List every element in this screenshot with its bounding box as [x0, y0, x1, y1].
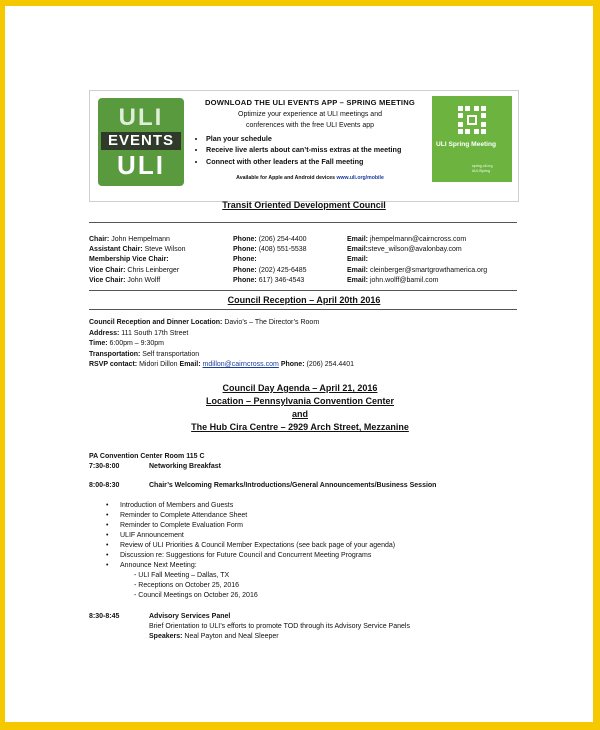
contacts-table	[89, 235, 529, 286]
contact-email[interactable]: jhempelmann@cairncross.com	[369, 236, 467, 243]
event-text: Chair’s Welcoming Remarks/Introductions/General Announcements/Business Session	[149, 482, 437, 489]
banner-availability	[190, 173, 430, 185]
agenda-time	[89, 462, 119, 471]
reception-details	[89, 318, 354, 371]
phone-label: Phone:	[233, 266, 257, 274]
email-label: Email:	[347, 236, 369, 243]
rsvp-email-label: Email:	[179, 361, 201, 369]
agenda-sub-item: - ULI Fall Meeting – Dallas, TX	[134, 572, 230, 579]
agenda-bullet: • Discussion re: Suggestions for Future Council and Concurrent Meeting Programs	[120, 551, 371, 560]
reception-location: Davio’s – The Director’s Room	[224, 319, 320, 326]
divider	[89, 309, 517, 310]
uli-grid-icon	[456, 104, 488, 136]
banner-bullet: • Connect with other leaders at the Fall meeting	[206, 156, 430, 168]
banner-title: DOWNLOAD THE ULI EVENTS APP – SPRING MEETING	[204, 98, 416, 107]
room-label	[89, 452, 205, 461]
email-label: Email:	[347, 266, 369, 274]
contact-row	[89, 235, 529, 245]
banner-bullet: • Plan your schedule	[206, 133, 430, 145]
logo-events-text: EVENTS	[101, 132, 181, 150]
contact-row	[89, 245, 529, 255]
time-text: 8:00-8:30	[89, 482, 120, 489]
council-title: Transit Oriented Development Council	[222, 200, 386, 210]
phone-label: Phone:	[233, 256, 257, 264]
contact-email[interactable]: steve_wilson@avalonbay.com	[368, 246, 462, 254]
agenda-bullet: • Announce Next Meeting:	[120, 561, 197, 570]
email-label: Email:	[347, 256, 369, 264]
contact-row	[89, 255, 529, 265]
contact-name: John Wolff	[127, 276, 161, 284]
rsvp-phone: (206) 254.4401	[306, 361, 354, 369]
agenda-event-detail: Brief Orientation to ULI’s efforts to promote TOD through its Advisory Service Panels	[149, 623, 410, 630]
spring-meeting-name: ULI Spring Meeting	[436, 141, 497, 148]
contact-phone: 617) 346-4543	[258, 276, 305, 284]
role-label: Vice Chair:	[89, 266, 126, 274]
contact-row	[89, 266, 529, 276]
contact-email[interactable]: john.wolff@bamil.com	[369, 276, 439, 284]
uli-events-logo	[98, 98, 184, 186]
availability-text: Available for Apple and Android devices	[236, 175, 336, 181]
reception-title: Council Reception – April 20th 2016	[227, 295, 381, 305]
spring-hashtag: #ULISpring	[472, 169, 490, 173]
agenda-sub-item: - Receptions on October 25, 2016	[134, 582, 240, 589]
agenda-event	[149, 481, 436, 490]
time-text: 7:30-8:00	[89, 463, 120, 470]
transport-label: Transportation:	[89, 350, 141, 358]
spring-meeting-url	[472, 164, 493, 174]
reception-location-label: Council Reception and Dinner Location:	[89, 319, 223, 326]
speakers-names: Neal Payton and Neal Sleeper	[184, 633, 279, 640]
agenda-heading-line: and	[291, 409, 308, 419]
agenda-bullet: • Review of ULI Priorities & Council Member Expectations (see back page of your agenda)	[120, 541, 395, 550]
agenda-bullet: • Reminder to Complete Evaluation Form	[120, 521, 243, 530]
rsvp-email-link[interactable]: mdillon@cairncross.com	[202, 361, 279, 369]
agenda-bullet: • ULIF Announcement	[120, 531, 184, 540]
uli-spring-meeting-logo	[432, 96, 512, 182]
event-text: Advisory Services Panel	[149, 613, 231, 620]
room-text: PA Convention Center Room 115 C	[89, 453, 205, 460]
role-label: Chair:	[89, 236, 110, 243]
divider	[89, 222, 517, 223]
agenda-heading-line: Council Day Agenda – April 21, 2016	[222, 383, 378, 393]
logo-uli-top: ULI	[118, 104, 164, 131]
contact-name: Chris Leinberger	[127, 266, 180, 274]
mobile-link[interactable]: www.uli.org/mobile	[336, 175, 384, 181]
agenda-time	[89, 612, 119, 621]
time: 6:00pm – 9:30pm	[109, 340, 164, 348]
address-label: Address:	[89, 329, 120, 337]
address: 111 South 17th Street	[121, 329, 189, 337]
document-page	[5, 6, 593, 722]
rsvp-name: Midori Dillon	[139, 361, 178, 369]
spring-url: spring.uli.org	[472, 164, 493, 168]
logo-uli-bottom: ULI	[117, 150, 165, 180]
event-text: Networking Breakfast	[149, 463, 221, 470]
time-label: Time:	[89, 340, 108, 348]
agenda-heading-line: The Hub Cira Centre – 2929 Arch Street, Mezzanine	[191, 422, 409, 432]
email-label: Email:	[347, 246, 369, 254]
rsvp-phone-label: Phone:	[280, 361, 305, 369]
agenda-sub-item: - Council Meetings on October 26, 2016	[134, 592, 258, 599]
phone-label: Phone:	[233, 246, 257, 254]
role-label: Assistant Chair:	[89, 246, 143, 254]
agenda-heading-line: Location – Pennsylvania Convention Center	[205, 396, 395, 406]
banner-text	[190, 97, 430, 185]
events-app-banner	[89, 90, 519, 202]
contact-row	[89, 276, 529, 286]
contact-name: John Hempelmann	[111, 236, 170, 243]
phone-label: Phone:	[233, 236, 257, 243]
agenda-speakers	[149, 632, 279, 641]
contact-email[interactable]: cleinberger@smartgrowthamerica.org	[369, 266, 488, 274]
phone-label: Phone:	[233, 276, 257, 284]
contact-name: Steve Wilson	[144, 246, 186, 254]
agenda-time	[89, 481, 119, 490]
time-text: 8:30-8:45	[89, 613, 120, 620]
agenda-event	[149, 462, 221, 471]
agenda-heading	[125, 382, 475, 434]
banner-line-1: Optimize your experience at ULI meetings and	[238, 110, 382, 118]
agenda-bullet: • Introduction of Members and Guests	[120, 501, 233, 510]
contact-phone: (202) 425-6485	[258, 266, 307, 274]
contact-phone: (408) 551-5538	[258, 246, 307, 254]
role-label: Membership Vice Chair:	[89, 256, 169, 264]
speakers-label: Speakers:	[149, 633, 183, 640]
contact-phone: (206) 254-4400	[258, 236, 307, 243]
agenda-event	[149, 612, 230, 621]
agenda-bullet: • Reminder to Complete Attendance Sheet	[120, 511, 247, 520]
role-label: Vice Chair:	[89, 276, 126, 284]
banner-line-2: conferences with the free ULI Events app	[245, 122, 375, 129]
email-label: Email:	[347, 276, 369, 284]
banner-bullets	[190, 133, 430, 168]
transport: Self transportation	[142, 350, 200, 358]
rsvp-label: RSVP contact:	[89, 361, 138, 369]
banner-bullet: • Receive live alerts about can’t-miss extras at the meeting	[206, 144, 430, 156]
divider	[89, 290, 517, 291]
